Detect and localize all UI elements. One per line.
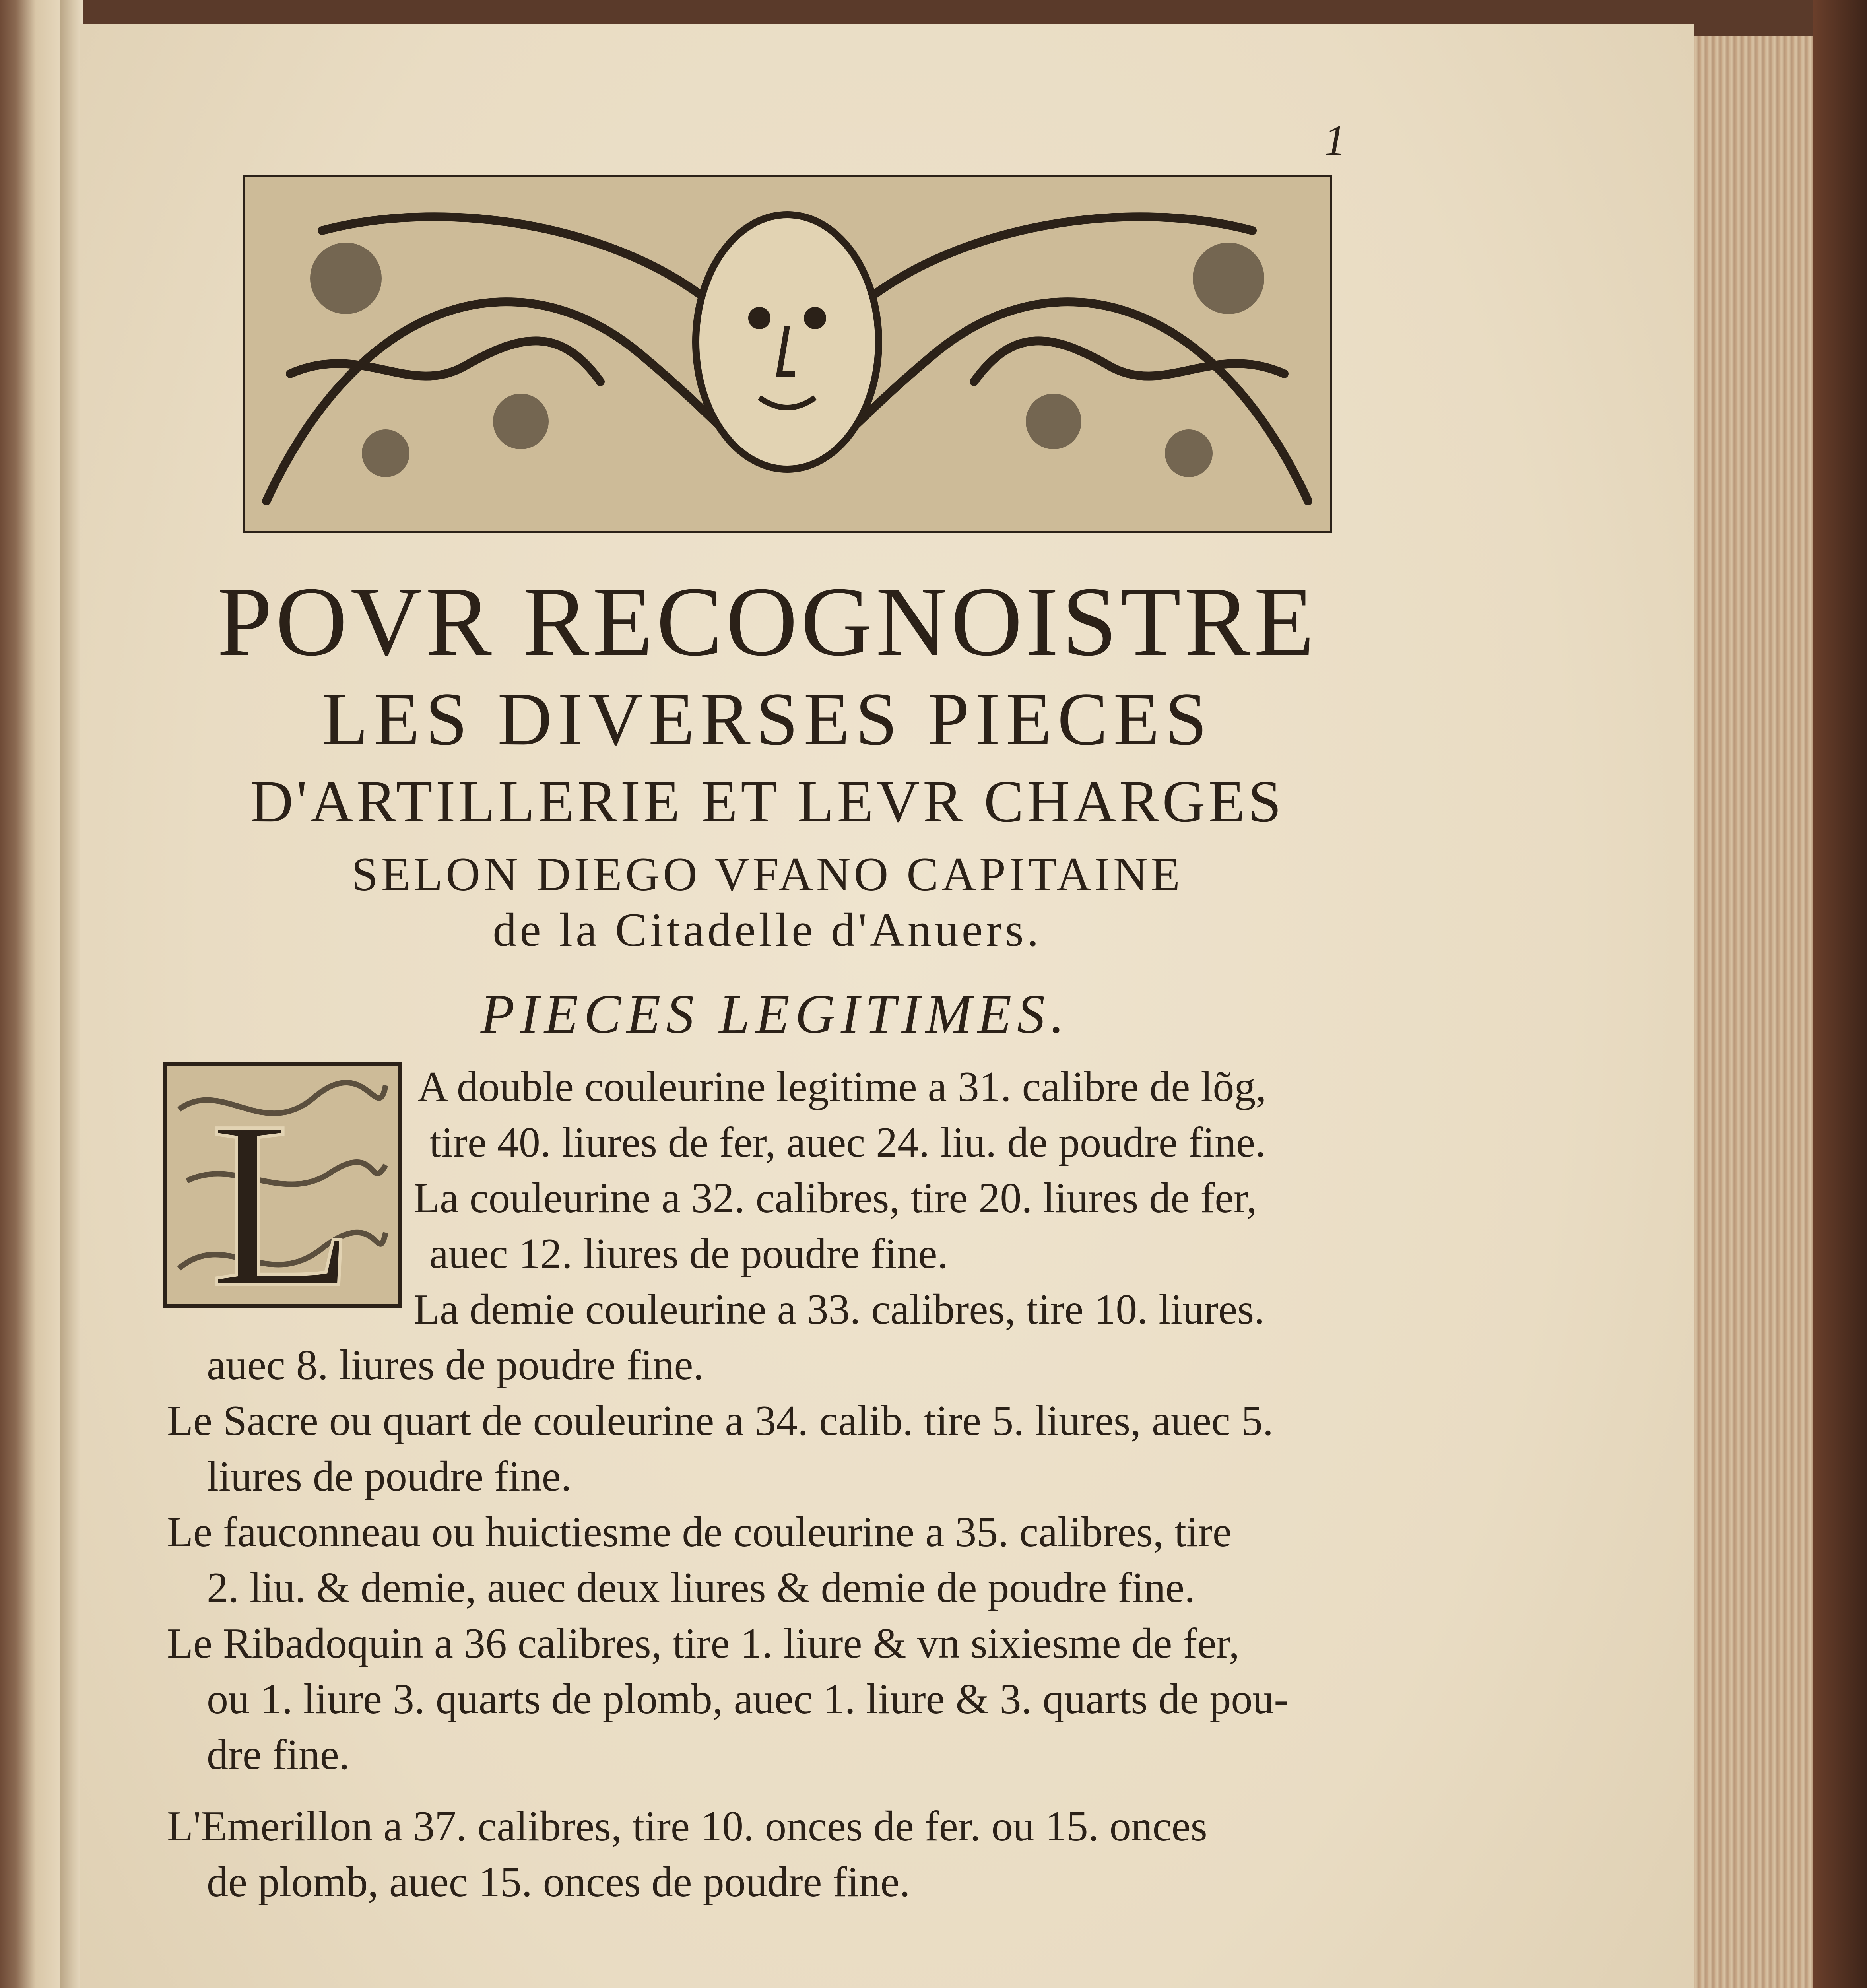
drop-cap-ornament — [163, 1062, 402, 1308]
text-line: La demie couleurine a 33. calibres, tire 10. liures. — [413, 1286, 1265, 1333]
text-line: La couleurine a 32. calibres, tire 20. liures de fer, — [413, 1175, 1257, 1222]
text-line: tire 40. liures de fer, auec 24. liu. de poudre fine. — [429, 1119, 1266, 1166]
page-fore-edge — [1694, 36, 1813, 1988]
text-line: ou 1. liure 3. quarts de plomb, auec 1. liure & 3. quarts de pou- — [207, 1675, 1289, 1723]
drop-cap-letter: L — [209, 1072, 355, 1308]
book-cover-edge — [1813, 0, 1867, 1988]
text-line: 2. liu. & demie, auec deux liures & demie de poudre fine. — [207, 1564, 1196, 1611]
left-page-edge — [0, 0, 64, 1988]
text-line: de plomb, auec 15. onces de poudre fine. — [207, 1858, 910, 1906]
title-line-4: SELON DIEGO VFANO CAPITAINE — [351, 848, 1183, 901]
text-line: liures de poudre fine. — [207, 1453, 572, 1500]
title-line-1: POVR RECOGNOISTRE — [217, 567, 1318, 677]
text-line: auec 8. liures de poudre fine. — [207, 1342, 704, 1389]
title-line-3: D'ARTILLERIE ET LEVR CHARGES — [250, 769, 1285, 835]
title-line-2: LES DIVERSES PIECES — [322, 678, 1213, 761]
title-line-5: de la Citadelle d'Anuers. — [493, 903, 1042, 956]
woodcut-headpiece-ornament — [243, 175, 1332, 533]
text-line: Le Ribadoquin a 36 calibres, tire 1. liure & vn sixiesme de fer, — [167, 1620, 1240, 1667]
text-line: Le Sacre ou quart de couleurine a 34. calib. tire 5. liures, auec 5. — [167, 1397, 1273, 1444]
text-line: A double couleurine legitime a 31. calibre de lõg, — [417, 1063, 1267, 1110]
page-number: 1 — [1324, 116, 1346, 165]
text-line: Le fauconneau ou huictiesme de couleurine a 35. calibres, tire — [167, 1508, 1232, 1556]
section-heading: PIECES LEGITIMES. — [480, 983, 1070, 1045]
text-line: auec 12. liures de poudre fine. — [429, 1230, 948, 1277]
text-line: L'Emerillon a 37. calibres, tire 10. onces de fer. ou 15. onces — [167, 1803, 1207, 1850]
text-line: dre fine. — [207, 1731, 350, 1778]
